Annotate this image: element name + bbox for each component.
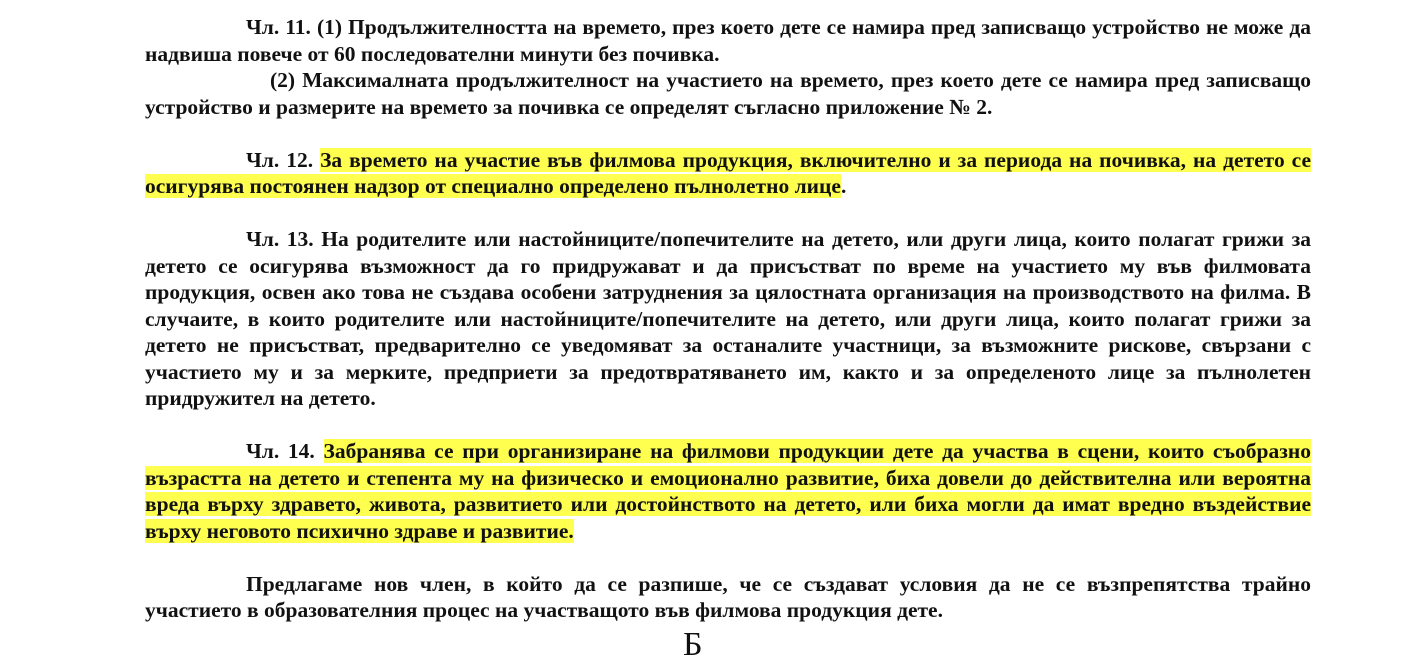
article-11-text-1: (1) Продължителността на времето, през което дете се намира пред записващо устройство не може да надвиша повече от 60 последователни минути без почивка. (145, 15, 1311, 66)
proposal-paragraph (145, 571, 1311, 624)
article-13-text: На родителите или настойниците/попечителите на детето, или други лица, които полагат грижи за детето се осигурява възможност да го придружават и да присъстват по време на участието му във филмовата продукция, освен ако това не създава особени затруднения за цялостната организация на производството на филма. В случаите, в които родителите или настойниците/попечителите на детето, или други лица, които полагат грижи за детето не присъстват, предварително се уведомяват за останалите участници, за възможните рискове, свързани с участието му и за мерките, предприети за предотвратяването им, както и за определеното лице за пълнолетен придружител на детето. (145, 227, 1312, 410)
article-12-tail: . (840, 174, 847, 198)
article-14-highlighted-text: Забранява се при организиране на филмови продукции дете да участва в сцени, които съобразно възрастта на детето и степента му на физическо и емоционално развитие, биха довели до действителна или вероятна вреда върху здравето, живота, развитието или достойнството на детето, или биха могли да имат вредно въздействие върху неговото психично здраве и развитие. (145, 439, 1311, 543)
article-11-paragraph-2 (145, 67, 1311, 120)
article-12-heading: Чл. 12. (246, 147, 314, 172)
article-11-paragraph-1 (145, 14, 1311, 67)
cutoff-next-heading: Б (683, 626, 703, 663)
article-11-text-2: (2) Максималната продължителност на участието на времето, през което дете се намира пред записващо устройство и размерите на времето за почивка се определят съгласно приложение № 2. (145, 68, 1311, 119)
article-14-paragraph (145, 438, 1311, 544)
article-13-heading: Чл. 13. (246, 227, 314, 251)
article-12-paragraph (145, 147, 1311, 200)
paragraph-spacer (145, 544, 1311, 571)
paragraph-spacer (145, 412, 1311, 439)
proposal-text: Предлагаме нов член, в който да се разпише, че се създават условия да не се възпрепятства трайно участието в образователния процес на участващото във филмова продукция дете. (145, 571, 1311, 622)
paragraph-spacer (145, 120, 1311, 147)
article-14-heading: Чл. 14. (246, 439, 315, 463)
article-12-highlighted-text: За времето на участие във филмова продукция, включително и за периода на почивка, на детето се осигурява постоянен надзор от специално определено пълнолетно лице (145, 147, 1312, 198)
document-page (145, 14, 1311, 624)
article-11-heading: Чл. 11. (246, 15, 311, 39)
paragraph-spacer (145, 200, 1311, 227)
article-13-paragraph (145, 226, 1311, 412)
